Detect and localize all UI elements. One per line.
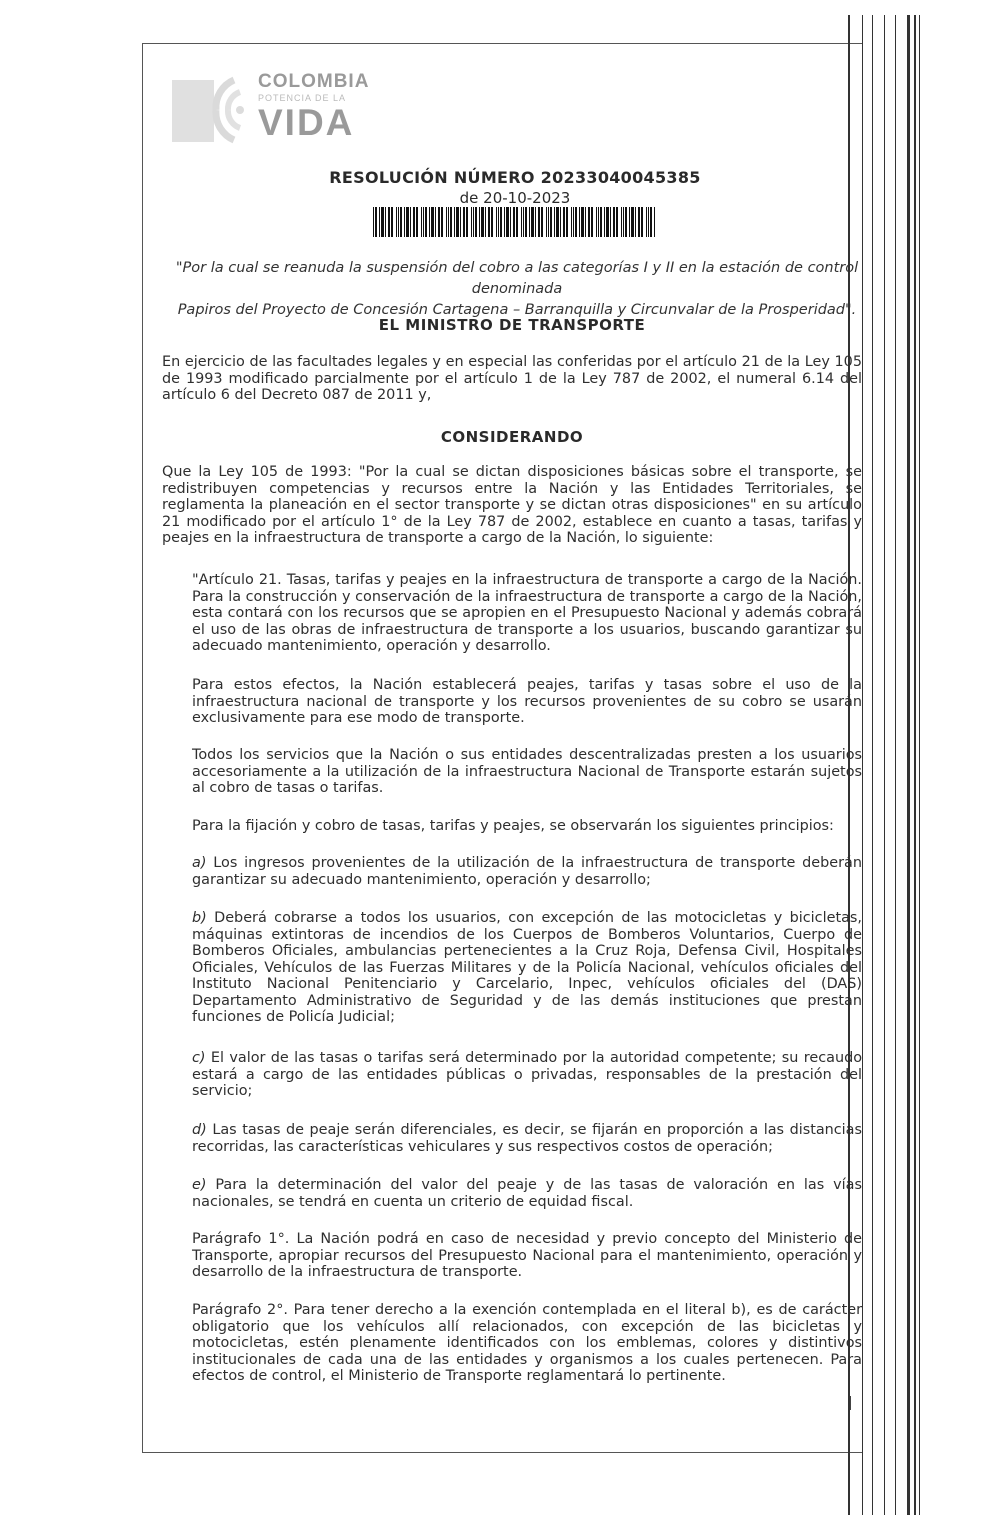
literal-a-text: Los ingresos provenientes de la utilización de la infraestructura de transporte deberán garantizar su adecuado mantenimiento, operación y desarrollo; <box>192 855 862 888</box>
resolution-subject <box>162 258 872 321</box>
literal-b-text: Deberá cobrarse a todos los usuarios, con excepción de las motocicletas y bicicletas, máquinas extintoras de incendios de los Cuerpos de Bomberos Voluntarios, Cuerpo de Bomberos Oficiales, ambulancias pertenecientes a la Cruz Roja, Defensa Civil, Hospitales Oficiales, Vehículos de las Fuerzas Militares y de la Policía Nacional, vehículos oficiales del Instituto Nacional Penitenciario y Carcelario, Inpec, vehículos oficiales del (DAS) Departamento Administrativo de Seguridad y de las demás instituciones que prestan funciones de Policía Judicial; <box>192 910 862 1025</box>
scan-line <box>919 15 920 1515</box>
margin-mark <box>850 1396 851 1410</box>
literal-e <box>192 1177 862 1210</box>
paragrafo-2: Parágrafo 2°. Para tener derecho a la exención contemplada en el literal b), es de carácter obligatorio que los vehículos allí relacionados, con excepción de las bicicletas y motocicletas, estén plenamente identificados con los emblemas, colores y distintivos institucionales de cada una de las entidades y organismos a los cuales pertenecen. Para efectos de control, el Ministerio de Transporte reglamentará lo pertinente. <box>192 1302 862 1384</box>
quote-article-21: "Artículo 21. Tasas, tarifas y peajes en la infraestructura de transporte a cargo de la Nación. Para la construcción y conservación de la infraestructura de transporte a cargo de la Nación, esta contará con los recursos que se apropien en el Presupuesto Nacional y además cobrará el uso de las obras de infraestructura de transporte a los usuarios, buscando garantizar su adecuado mantenimiento, operación y desarrollo. <box>192 572 862 654</box>
scan-line <box>872 15 873 1515</box>
subject-line-1: "Por la cual se reanuda la suspensión del cobro a las categorías I y II en la estación de control denominada <box>175 260 859 297</box>
preamble-paragraph: En ejercicio de las facultades legales y en especial las conferidas por el artículo 21 de la Ley 105 de 1993 modificado parcialmente por el artículo 1 de la Ley 787 de 2002, el numeral 6.14 del artículo 6 del Decreto 087 de 2011 y, <box>162 354 862 403</box>
quote-paragraph-4: Para la fijación y cobro de tasas, tarifas y peajes, se observarán los siguientes principios: <box>192 818 834 834</box>
literal-d-text: Las tasas de peaje serán diferenciales, es decir, se fijarán en proporción a las distancias recorridas, las características vehiculares y sus respectivos costos de operación; <box>192 1122 863 1155</box>
considerando-heading: CONSIDERANDO <box>440 428 584 446</box>
quote-paragraph-3: Todos los servicios que la Nación o sus entidades descentralizadas presten a los usuarios accesoriamente a la utilización de la infraestructura Nacional de Transporte estarán sujetos al cobro de tasas o tarifas. <box>192 747 862 796</box>
logo-line-2: POTENCIA DE LA <box>258 93 347 103</box>
literal-c-label: c) <box>192 1050 206 1066</box>
logo-line-3: VIDA <box>258 102 355 143</box>
barcode-icon <box>373 207 655 237</box>
logo-wordmark <box>258 72 369 142</box>
literal-b-label: b) <box>192 910 207 926</box>
literal-e-label: e) <box>192 1177 207 1193</box>
considering-paragraph-1: Que la Ley 105 de 1993: "Por la cual se dictan disposiciones básicas sobre el transporte, se redistribuyen competencias y recursos entre la Nación y las Entidades Territoriales, se reglamenta la planeación en el sector transporte y se dictan otras disposiciones" en su artículo 21 modificado por el artículo 1° de la Ley 787 de 2002, establece en cuanto a tasas, tarifas y peajes en la infraestructura de transporte a cargo de la Nación, lo siguiente: <box>162 464 862 546</box>
scan-line <box>884 15 885 1515</box>
quote-paragraph-2: Para estos efectos, la Nación establecerá peajes, tarifas y tasas sobre el uso de la infraestructura nacional de transporte y los recursos provenientes de su cobro se usarán exclusivamente para ese modo de transporte. <box>192 677 862 726</box>
literal-c-text: El valor de las tasas o tarifas será determinado por la autoridad competente; su recaudo estará a cargo de las entidades públicas o privadas, responsables de la prestación del servicio; <box>192 1050 863 1099</box>
resolution-date: de 20-10-2023 <box>459 189 571 207</box>
literal-d <box>192 1122 862 1155</box>
subject-line-2: Papiros del Proyecto de Concesión Cartagena – Barranquilla y Circunvalar de la Prosperidad". <box>177 302 857 318</box>
literal-d-label: d) <box>192 1122 207 1138</box>
literal-e-text: Para la determinación del valor del peaje y de las tasas de valoración en las vías nacionales, se tendrá en cuenta un criterio de equidad fiscal. <box>192 1177 862 1210</box>
literal-b <box>192 910 862 1026</box>
scan-line <box>914 15 916 1515</box>
literal-a <box>192 855 862 888</box>
paragrafo-1: Parágrafo 1°. La Nación podrá en caso de necesidad y previo concepto del Ministerio de Transporte, apropiar recursos del Presupuesto Nacional para el mantenimiento, operación y desarrollo de la infraestructura de transporte. <box>192 1231 862 1280</box>
authority-heading: EL MINISTRO DE TRANSPORTE <box>378 316 646 334</box>
scan-line <box>862 15 863 1515</box>
resolution-title: RESOLUCIÓN NÚMERO 20233040045385 <box>329 168 701 187</box>
scan-line <box>907 15 910 1515</box>
literal-a-label: a) <box>192 855 207 871</box>
scan-line <box>895 15 896 1515</box>
logo-line-1: COLOMBIA <box>258 71 370 92</box>
literal-c <box>192 1050 862 1100</box>
